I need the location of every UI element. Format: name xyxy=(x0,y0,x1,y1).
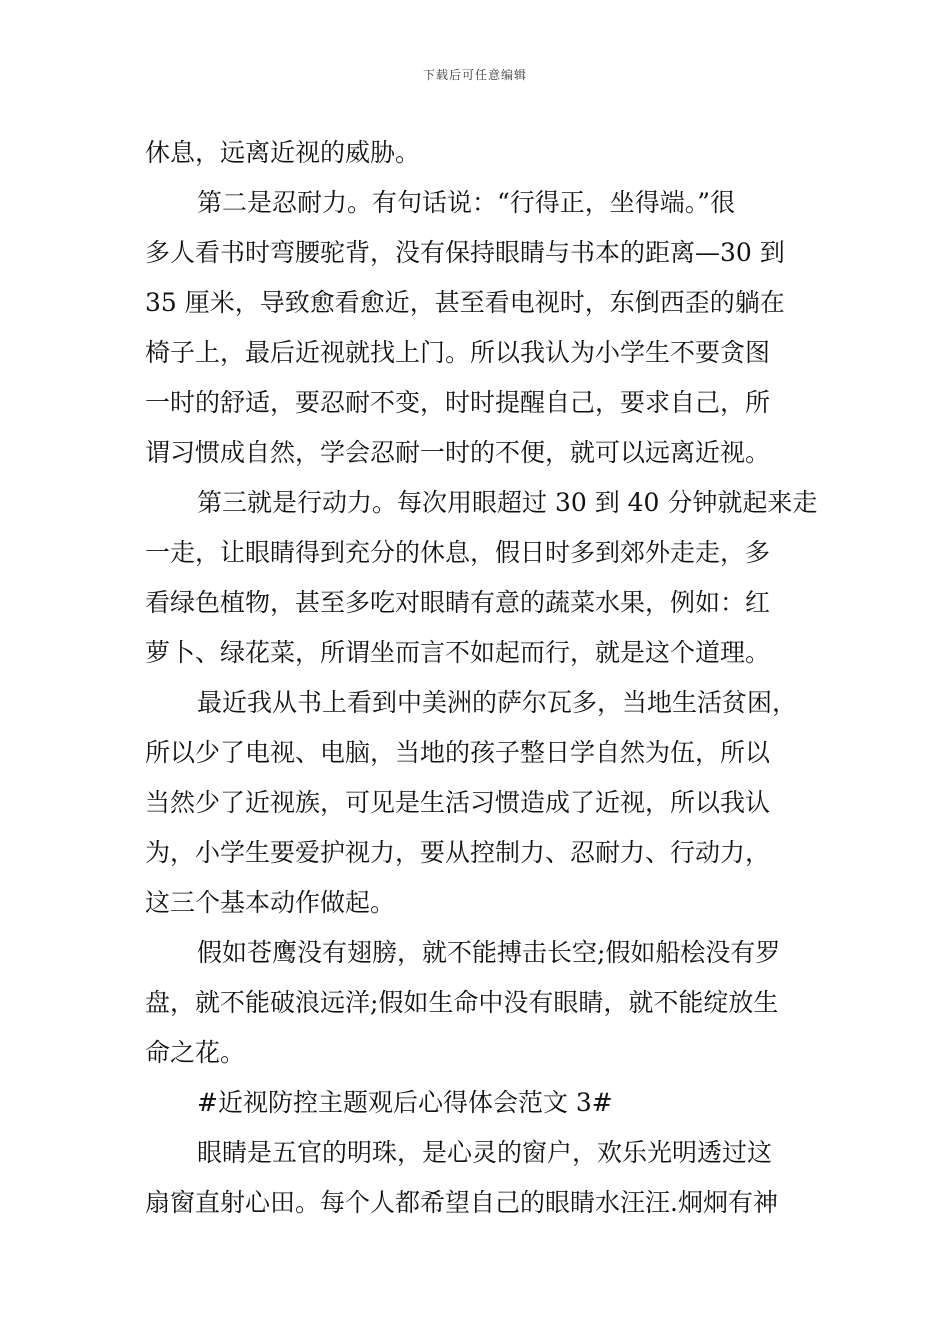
text-line: 眼睛是五官的明珠，是心灵的窗户，欢乐光明透过这 xyxy=(197,1138,773,1167)
text-line: 第二是忍耐力。有句话说：“行得正，坐得端。”很 xyxy=(197,188,736,217)
text-line: 最近我从书上看到中美洲的萨尔瓦多，当地生活贫困， xyxy=(197,688,798,717)
document-body xyxy=(145,128,835,1228)
text-line: 萝卜、绿花菜，所谓坐而言不如起而行，就是这个道理。 xyxy=(145,638,771,667)
text-line: 扇窗直射心田。每个人都希望自己的眼睛水汪汪.炯炯有神 xyxy=(145,1188,778,1217)
text-line: 当然少了近视族，可见是生活习惯造成了近视，所以我认 xyxy=(145,788,771,817)
text-line: 椅子上，最后近视就找上门。所以我认为小学生不要贪图 xyxy=(145,338,771,367)
text-line: 一走，让眼睛得到充分的休息，假日时多到郊外走走，多 xyxy=(145,538,771,567)
text-line: 命之花。 xyxy=(145,1038,246,1067)
text-line: 看绿色植物，甚至多吃对眼睛有意的蔬菜水果，例如：红 xyxy=(145,588,771,617)
section-heading: #近视防控主题观后心得体会范文 3# xyxy=(197,1088,613,1117)
text-line: 盘，就不能破浪远洋;假如生命中没有眼睛，就不能绽放生 xyxy=(145,988,779,1017)
text-line: 这三个基本动作做起。 xyxy=(145,888,396,917)
text-line: 35 厘米，导致愈看愈近，甚至看电视时，东倒西歪的躺在 xyxy=(145,288,785,317)
text-line: 为，小学生要爱护视力，要从控制力、忍耐力、行动力， xyxy=(145,838,771,867)
text-line: 假如苍鹰没有翅膀，就不能搏击长空;假如船桧没有罗 xyxy=(197,938,781,967)
text-line: 休息，远离近视的威胁。 xyxy=(145,138,421,167)
text-line: 一时的舒适，要忍耐不变，时时提醒自己，要求自己，所 xyxy=(145,388,771,417)
page-header-note: 下载后可任意编辑 xyxy=(422,68,527,82)
text-line: 所以少了电视、电脑，当地的孩子整日学自然为伍，所以 xyxy=(145,738,771,767)
text-line: 多人看书时弯腰驼背，没有保持眼睛与书本的距离—30 到 xyxy=(145,238,785,267)
text-line: 第三就是行动力。每次用眼超过 30 到 40 分钟就起来走 xyxy=(197,488,818,517)
text-line: 谓习惯成自然，学会忍耐一时的不便，就可以远离近视。 xyxy=(145,438,771,467)
